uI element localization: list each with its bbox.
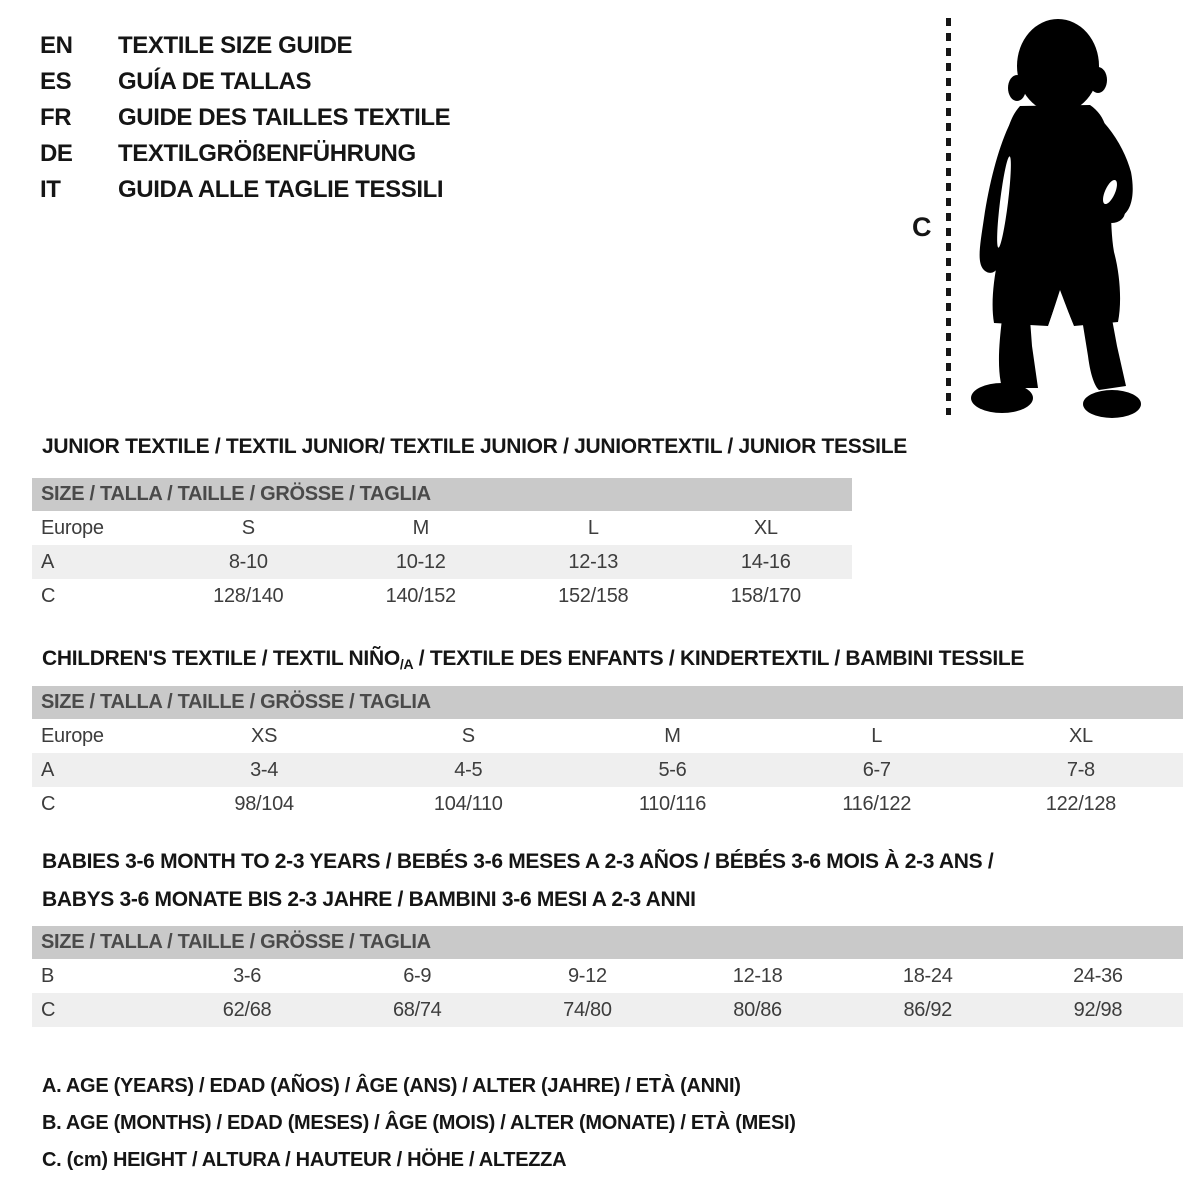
lang-title: GUIDE DES TAILLES TEXTILE [118, 104, 451, 131]
babies-size-table [32, 926, 1183, 1027]
babies-title-line2: BABYS 3-6 MONATE BIS 2-3 JAHRE / BAMBINI 3-6 MESI A 2-3 ANNI [42, 888, 696, 911]
table-row-europe [32, 511, 852, 545]
height-cell: 62/68 [222, 998, 272, 1021]
row-label: C [41, 998, 56, 1021]
height-cell: 158/170 [730, 584, 801, 607]
age-cell: 3-4 [250, 758, 279, 781]
measurement-legend [42, 1068, 796, 1179]
row-label: C [41, 792, 56, 815]
lang-code: IT [40, 176, 61, 203]
height-dashed-line [946, 18, 951, 415]
age-cell: 8-10 [228, 550, 268, 573]
height-cell: 80/86 [733, 998, 782, 1021]
height-cell: 152/158 [558, 584, 629, 607]
size-cell: L [587, 516, 599, 539]
months-cell: 12-18 [732, 964, 783, 987]
table-row-height [32, 787, 1183, 821]
table-row-height [32, 579, 852, 613]
size-cell: M [412, 516, 429, 539]
lang-title: TEXTILE SIZE GUIDE [118, 32, 353, 59]
table-row-age [32, 545, 852, 579]
lang-title: TEXTILGRÖßENFÜHRUNG [118, 140, 416, 167]
table-row-europe [32, 719, 1183, 753]
height-cell: 110/116 [638, 792, 707, 815]
lang-row-fr [40, 100, 450, 136]
size-table-header: SIZE / TALLA / TAILLE / GRÖSSE / TAGLIA [32, 926, 1183, 959]
age-cell: 5-6 [658, 758, 687, 781]
children-title-sub: /A [399, 656, 414, 672]
height-cell: 74/80 [563, 998, 612, 1021]
children-size-table [32, 686, 1183, 821]
age-cell: 6-7 [862, 758, 891, 781]
lang-code: ES [40, 68, 72, 95]
height-cell: 92/98 [1073, 998, 1123, 1021]
months-cell: 6-9 [403, 964, 432, 987]
lang-code: EN [40, 32, 73, 59]
babies-title-line1: BABIES 3-6 MONTH TO 2-3 YEARS / BEBÉS 3-6 MESES A 2-3 AÑOS / BÉBÉS 3-6 MOIS À 2-3 ANS / [42, 850, 994, 873]
height-cell: 98/104 [234, 792, 294, 815]
row-label: A [41, 550, 55, 573]
height-cell: 86/92 [903, 998, 953, 1021]
height-cell: 68/74 [392, 998, 442, 1021]
size-table-header: SIZE / TALLA / TAILLE / GRÖSSE / TAGLIA [32, 478, 852, 511]
babies-section-title [42, 843, 993, 919]
row-label: C [41, 584, 56, 607]
age-cell: 14-16 [740, 550, 791, 573]
size-cell: S [461, 724, 475, 747]
children-title-main: CHILDREN'S TEXTILE / TEXTIL NIÑO [42, 647, 400, 670]
lang-row-es [40, 64, 450, 100]
row-label: B [41, 964, 55, 987]
age-cell: 7-8 [1066, 758, 1095, 781]
row-label: A [41, 758, 55, 781]
height-measure-label: C [912, 212, 932, 242]
lang-title: GUÍA DE TALLAS [118, 68, 312, 95]
lang-row-en [40, 28, 450, 64]
lang-code: DE [40, 140, 73, 167]
months-cell: 9-12 [567, 964, 607, 987]
junior-section-title: JUNIOR TEXTILE / TEXTIL JUNIOR/ TEXTILE JUNIOR / JUNIORTEXTIL / JUNIOR TESSILE [42, 435, 907, 458]
height-cell: 140/152 [385, 584, 456, 607]
children-section-title [42, 640, 1024, 683]
lang-title: GUIDA ALLE TAGLIE TESSILI [118, 176, 444, 203]
size-cell: S [241, 516, 255, 539]
table-row-age [32, 753, 1183, 787]
size-cell: XL [753, 516, 778, 539]
age-cell: 4-5 [454, 758, 483, 781]
months-cell: 24-36 [1073, 964, 1123, 987]
row-label: Europe [41, 516, 104, 539]
junior-size-table [32, 478, 852, 613]
row-label: Europe [41, 724, 104, 747]
size-cell: XS [251, 724, 278, 747]
legend-line-c: C. (cm) HEIGHT / ALTURA / HAUTEUR / HÖHE / ALTEZZA [42, 1149, 567, 1171]
age-cell: 10-12 [395, 550, 446, 573]
table-row-height [32, 993, 1183, 1027]
months-cell: 3-6 [233, 964, 262, 987]
lang-row-de [40, 136, 450, 172]
children-title-rest: / TEXTILE DES ENFANTS / KINDERTEXTIL / BAMBINI TESSILE [413, 647, 1025, 670]
size-cell: M [664, 724, 681, 747]
size-cell: L [871, 724, 883, 747]
size-cell: XL [1068, 724, 1093, 747]
lang-code: FR [40, 104, 72, 131]
legend-line-b: B. AGE (MONTHS) / EDAD (MESES) / ÂGE (MOIS) / ALTER (MONATE) / ETÀ (MESI) [42, 1112, 796, 1134]
table-row-age-months [32, 959, 1183, 993]
height-cell: 104/110 [433, 792, 503, 815]
height-cell: 116/122 [842, 792, 912, 815]
height-cell: 128/140 [213, 584, 284, 607]
months-cell: 18-24 [902, 964, 953, 987]
height-cell: 122/128 [1045, 792, 1116, 815]
lang-row-it [40, 172, 450, 208]
age-cell: 12-13 [568, 550, 619, 573]
toddler-silhouette-icon [962, 14, 1142, 419]
language-title-list [40, 28, 450, 208]
size-table-header: SIZE / TALLA / TAILLE / GRÖSSE / TAGLIA [32, 686, 1183, 719]
legend-line-a: A. AGE (YEARS) / EDAD (AÑOS) / ÂGE (ANS) / ALTER (JAHRE) / ETÀ (ANNI) [42, 1075, 741, 1097]
